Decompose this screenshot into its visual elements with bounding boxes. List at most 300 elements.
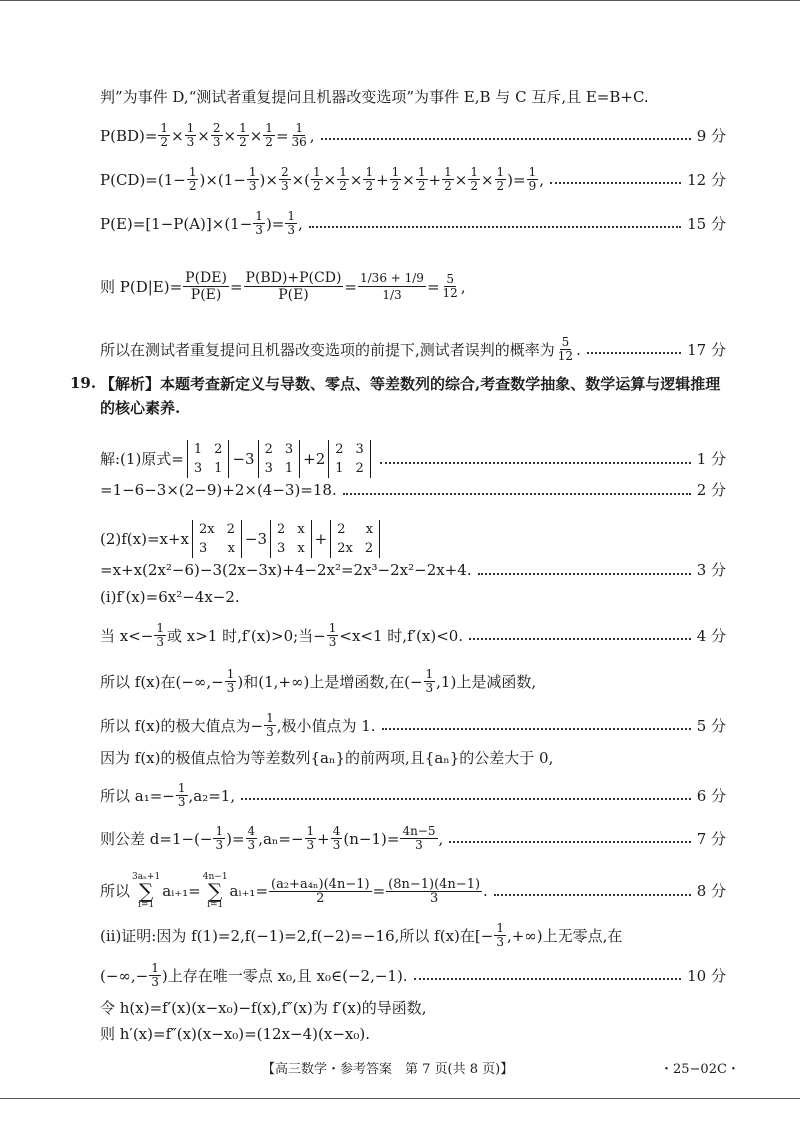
det-cell: 3 (284, 442, 294, 457)
denominator: 3 (226, 681, 235, 695)
numerator: 1 (496, 921, 504, 935)
formula-text: (−∞,− (100, 966, 149, 985)
sum-lower: i=1 (207, 900, 224, 910)
denominator: 3 (151, 975, 159, 989)
numerator: 5 (561, 335, 570, 349)
analysis-tag-cont: 的核心素养. (100, 399, 181, 417)
score-label: 8 分 (696, 882, 726, 900)
denominator: 12 (557, 349, 574, 363)
det-cell: x (227, 541, 235, 556)
formula-text: × (402, 170, 415, 189)
numerator: 1 (186, 121, 195, 135)
proof-text (100, 922, 622, 949)
formula-text: )× (259, 170, 278, 189)
fraction (556, 336, 575, 363)
hx-text: 令 h(x)=f′(x)(x−x₀)−f(x),f″(x)为 f′(x)的导函数, (100, 999, 427, 1017)
formula-text: ×( (291, 170, 310, 189)
fraction (390, 166, 402, 193)
summation-symbol (132, 872, 160, 910)
numerator: 1 (215, 824, 224, 838)
numerator: 1 (528, 165, 537, 179)
formula-text: , (298, 214, 303, 233)
fraction (290, 122, 309, 149)
denominator: 3 (425, 681, 434, 695)
denominator: 3 (186, 135, 195, 149)
fraction (213, 825, 225, 852)
numerator: 1 (160, 121, 169, 135)
numerator: (8n−1)(4n−1) (388, 876, 481, 892)
top-rule (0, 0, 800, 1)
det-row (194, 440, 223, 459)
denominator: 3 (215, 838, 224, 852)
analysis-tag: 【解析】本题考查新定义与导数、零点、等差数列的综合,考查数学抽象、数学运算与逻辑推理 (100, 375, 721, 393)
formula-text: aᵢ₊₁= (229, 882, 269, 900)
numerator: 1 (425, 667, 434, 681)
fraction (158, 122, 170, 149)
formula-text: (n−1)= (343, 829, 400, 848)
numerator: 4 (332, 824, 341, 838)
footer-title: 【高三数学・参考答案 第 7 页(共 8 页)】 (262, 1062, 514, 1077)
score-label: 9 分 (696, 126, 726, 145)
score-label: 15 分 (687, 214, 726, 233)
denominator: 2 (188, 179, 197, 193)
formula-text: ,1)上是减函数, (436, 672, 537, 691)
sign-line (100, 622, 726, 649)
numerator: 1 (255, 209, 263, 223)
fraction (244, 270, 344, 303)
formula-text: , (539, 170, 545, 189)
fraction (337, 166, 349, 193)
det-cell: 2 (335, 442, 344, 457)
fraction (363, 166, 375, 193)
numerator: 1 (287, 209, 295, 223)
denominator: 3 (177, 795, 186, 809)
formula-text: 则 P(D|E)= (100, 277, 183, 296)
determinant (187, 440, 230, 478)
formula-text: + (428, 170, 442, 189)
det-cell: 2 (337, 522, 346, 537)
fraction (183, 270, 229, 303)
dot-leader (550, 181, 681, 184)
det-cell: 2x (199, 522, 215, 537)
determinant (192, 520, 242, 558)
fraction (237, 122, 249, 149)
fraction (527, 166, 539, 193)
numerator: 1 (444, 165, 452, 179)
formula-text: × (349, 170, 363, 189)
denominator: 3 (266, 725, 274, 739)
numerator: 1 (248, 165, 257, 179)
denominator: P(E) (190, 287, 222, 303)
denominator: 2 (239, 135, 247, 149)
denominator: 3 (280, 179, 289, 193)
numerator: 1 (266, 711, 274, 725)
a1-text (100, 782, 235, 809)
denominator: 1/3 (382, 288, 402, 302)
numerator: 1 (226, 667, 235, 681)
score-label: 6 分 (696, 786, 726, 805)
fraction (225, 668, 237, 695)
formula-text: 解:(1)原式= (100, 450, 184, 468)
formula-text: . (576, 340, 581, 359)
det-formula (100, 440, 374, 478)
summation-line (100, 872, 726, 910)
det-cell: 3 (277, 541, 286, 556)
dot-leader (494, 893, 691, 896)
dot-leader (587, 351, 681, 354)
dot-leader (241, 797, 691, 800)
score-label: 4 分 (696, 626, 726, 645)
fraction (246, 825, 258, 852)
formula-text: × (197, 126, 210, 145)
det-cell: 2 (364, 541, 374, 556)
fraction (468, 166, 480, 193)
derivative: (i)f′(x)=6x²−4x−2. (100, 588, 240, 606)
pde-formula (100, 270, 466, 303)
fx-det-formula (100, 520, 383, 558)
sign-analysis (100, 622, 463, 649)
fx-expand-line (100, 560, 726, 580)
det-cell: 2 (226, 522, 235, 537)
det-row (277, 539, 305, 558)
hx-derivative-text: 则 h′(x)=f″(x)(x−x₀)=(12x−4)(x−x₀). (100, 1025, 370, 1043)
formula-text: )上存在唯一零点 x₀,且 x₀∈(−2,−1). (161, 966, 408, 985)
formula-text: ,aₙ=− (258, 829, 304, 848)
denominator: 9 (528, 179, 537, 193)
text-line (100, 87, 726, 107)
formula-text: )和(1,+∞)上是增函数,在(− (237, 672, 423, 691)
denominator: 3 (328, 635, 337, 649)
formula-text: = (229, 277, 243, 296)
fraction (386, 878, 482, 905)
determinant (330, 520, 380, 558)
det-cell: 2 (355, 461, 364, 476)
denominator: 2 (496, 179, 505, 193)
formula-text: × (171, 126, 184, 145)
fraction (285, 210, 297, 237)
pbd-line (100, 122, 726, 149)
common-diff-text (100, 825, 443, 852)
question-header-cont (100, 398, 726, 418)
det-row (337, 520, 373, 539)
extreme-text (100, 712, 376, 739)
extreme-line (100, 712, 726, 739)
det-row (199, 520, 235, 539)
proof-line (100, 922, 726, 949)
fraction (442, 166, 454, 193)
formula-text: +2 (303, 450, 326, 468)
numerator: 1 (156, 621, 165, 635)
formula-text: × (454, 170, 468, 189)
det-cell: x (297, 522, 305, 537)
formula-text: 则公差 d=1−(− (100, 829, 213, 848)
numerator: 1 (306, 824, 315, 838)
fraction (416, 166, 428, 193)
formula-text: 所以 f(x)的极大值点为− (100, 716, 264, 735)
numerator: 4 (247, 824, 256, 838)
sequence-line (100, 748, 726, 768)
formula-text: + (317, 829, 330, 848)
det-cell: 2 (214, 442, 223, 457)
denominator: 3 (248, 179, 257, 193)
denominator: 2 (470, 179, 478, 193)
det-row (265, 459, 294, 478)
denominator: 2 (160, 135, 169, 149)
det-cell: 3 (199, 541, 208, 556)
conclusion-text (100, 336, 581, 363)
summation-text (100, 872, 488, 910)
numerator: 1 (417, 165, 426, 179)
summation-symbol (203, 872, 228, 910)
dot-leader (469, 637, 691, 640)
fraction (494, 922, 506, 949)
det-cell: x (365, 522, 374, 537)
det-row (335, 440, 364, 459)
pcd-line (100, 166, 726, 193)
numerator: 1 (339, 165, 347, 179)
score-label: 17 分 (687, 340, 726, 359)
det-row (277, 520, 305, 539)
fraction (176, 782, 188, 809)
dot-leader (382, 727, 691, 730)
dot-leader (449, 840, 690, 843)
formula-text: 或 x>1 时,f′(x)>0;当− (167, 626, 326, 645)
formula-text: ,+∞)上无零点,在 (506, 926, 623, 945)
fraction (424, 668, 436, 695)
formula-text: , (460, 277, 466, 296)
fraction (441, 273, 460, 300)
denominator: 2 (339, 179, 347, 193)
denominator: 3 (415, 838, 423, 852)
footer-code: ・25−02C・ (660, 1062, 740, 1077)
formula-text: )×(1− (199, 170, 246, 189)
fraction (263, 122, 275, 149)
formula-text: P(BD)= (100, 126, 158, 145)
denominator: 2 (316, 890, 325, 906)
dot-leader (380, 461, 691, 464)
det-row (194, 459, 223, 478)
numerator: 1 (313, 165, 321, 179)
numerator: 2 (212, 121, 221, 135)
bottom-rule (0, 1098, 800, 1099)
det-row (335, 459, 364, 478)
denominator: P(E) (278, 287, 309, 303)
determinant (328, 440, 371, 478)
denominator: 2 (313, 179, 321, 193)
denominator: 2 (444, 179, 452, 193)
denominator: 3 (496, 935, 504, 949)
formula-text: = (426, 277, 440, 296)
numerator: 1 (239, 121, 247, 135)
pbd-formula (100, 122, 315, 149)
formula-text: = (372, 882, 386, 900)
fraction (305, 825, 317, 852)
score-label: 2 分 (696, 481, 726, 499)
denominator: 3 (255, 223, 263, 237)
denominator: 2 (417, 179, 426, 193)
score-label: 10 分 (687, 966, 726, 985)
question-header (100, 374, 726, 394)
fraction (327, 622, 339, 649)
fraction (253, 210, 265, 237)
formula-text: = (344, 277, 357, 296)
formula-text: + (314, 530, 328, 548)
denominator: 3 (287, 223, 295, 237)
numerator: 5 (446, 272, 454, 286)
fraction (247, 166, 259, 193)
fx-det-line (100, 520, 726, 558)
common-diff-line (100, 825, 726, 852)
zero-line (100, 962, 726, 989)
sum-upper: 4n−1 (202, 872, 228, 882)
det-cell: x (297, 541, 305, 556)
dot-leader (478, 572, 691, 575)
numerator: 1/36 + 1/9 (360, 271, 424, 285)
formula-text: aᵢ₊₁= (162, 882, 201, 900)
numerator: 1 (470, 165, 478, 179)
numerator: 1 (177, 781, 186, 795)
fraction (331, 825, 343, 852)
formula-text: P(CD)=(1− (100, 170, 186, 189)
sequence-text: 因为 f(x)的极值点恰为等差数列{aₙ}的前两项,且{aₙ}的公差大于 0, (100, 749, 554, 767)
monotonic-line (100, 668, 726, 695)
dot-leader (343, 492, 691, 495)
formula-text: ,极小值点为 1. (276, 716, 376, 735)
det-cell: 1 (335, 461, 344, 476)
numerator: P(DE) (185, 270, 227, 286)
a1-line (100, 782, 726, 809)
det-cell: 2x (337, 541, 353, 556)
formula-text: 所以 (100, 882, 131, 900)
numerator: 1 (295, 121, 303, 135)
score-label: 3 分 (696, 561, 726, 579)
denominator: 2 (265, 135, 273, 149)
det-line (100, 440, 726, 478)
formula-text: ,a₂=1, (188, 786, 236, 805)
denominator: 12 (442, 286, 458, 300)
formula-text: −3 (232, 450, 255, 468)
event-definition-text: 判”为事件 D,“测试者重复提问且机器改变选项”为事件 E,B 与 C 互斥,且 E=B+C. (100, 88, 649, 106)
formula-text: (ii)证明:因为 f(1)=2,f(−1)=2,f(−2)=−16,所以 f(x)在[− (100, 926, 494, 945)
fraction (185, 122, 197, 149)
formula-text: 所以 a₁=− (100, 786, 175, 805)
formula-text: = (275, 126, 289, 145)
denominator: 36 (291, 135, 307, 149)
numerator: 1 (391, 165, 400, 179)
fx-expand: =x+x(2x²−6)−3(2x−3x)+4−2x²=2x³−2x²−2x+4. (100, 561, 472, 579)
sigma-icon: ∑ (139, 879, 154, 903)
formula-text: <x<1 时,f′(x)<0. (339, 626, 464, 645)
det-cell: 3 (355, 442, 364, 457)
score-label: 7 分 (696, 829, 726, 848)
derivative-line (100, 587, 726, 607)
pe-line (100, 210, 726, 237)
fraction (400, 825, 437, 852)
denominator: 3 (156, 635, 165, 649)
pcd-formula (100, 166, 544, 193)
fraction (495, 166, 507, 193)
compound-fraction (358, 270, 426, 303)
score-label: 12 分 (687, 170, 726, 189)
monotonic-text (100, 668, 536, 695)
fraction (187, 166, 199, 193)
formula-text: × (223, 126, 237, 145)
dot-leader (309, 225, 681, 228)
formula-text: × (323, 170, 337, 189)
dot-leader (414, 977, 682, 980)
pe-formula (100, 210, 303, 237)
det-cell: 1 (193, 442, 203, 457)
det-row (337, 539, 373, 558)
sum-upper: 3aₙ+1 (132, 872, 161, 882)
formula-text: × (249, 126, 263, 145)
formula-text: (2)f(x)=x+x (100, 530, 190, 548)
det-result-line (100, 480, 726, 500)
denominator: 3 (212, 135, 221, 149)
det-cell: 3 (264, 461, 273, 476)
formula-text: )= (507, 170, 526, 189)
formula-text: P(E)=[1−P(A)]×(1− (100, 214, 253, 233)
fraction (149, 962, 161, 989)
det-result: =1−6−3×(2−9)+2×(4−3)=18. (100, 481, 337, 499)
denominator: 2 (391, 179, 400, 193)
hx-derivative-line (100, 1024, 726, 1044)
denominator: 3 (429, 890, 439, 906)
formula-text: . (483, 882, 488, 900)
numerator: 1 (328, 621, 337, 635)
formula-text: 所以在测试者重复提问且机器改变选项的前提下,测试者误判的概率为 (100, 340, 555, 359)
det-cell: 1 (284, 461, 294, 476)
formula-text: −3 (244, 530, 268, 548)
formula-text: + (376, 170, 389, 189)
det-cell: 1 (214, 461, 223, 476)
zero-text (100, 962, 408, 989)
conclusion-line (100, 336, 726, 363)
det-cell: 2 (264, 442, 273, 457)
numerator: 2 (280, 165, 289, 179)
fraction (211, 122, 223, 149)
det-row (199, 539, 235, 558)
fraction (154, 622, 166, 649)
formula-text: , (309, 126, 315, 145)
numerator: 1 (365, 165, 374, 179)
fraction (311, 166, 323, 193)
numerator: 1 (188, 165, 197, 179)
formula-text: )= (265, 214, 285, 233)
denominator: 3 (332, 838, 341, 852)
formula-text: 当 x<− (100, 626, 154, 645)
formula-text: × (480, 170, 494, 189)
numerator: P(BD)+P(CD) (245, 270, 342, 286)
numerator: 1 (265, 121, 273, 135)
dot-leader (321, 137, 691, 140)
determinant (270, 520, 312, 558)
numerator: 1 (496, 165, 505, 179)
denominator: 3 (306, 838, 315, 852)
det-cell: 2 (277, 522, 286, 537)
formula-text: , (438, 829, 444, 848)
denominator: 2 (365, 179, 374, 193)
det-row (265, 440, 294, 459)
numerator: 4n−5 (402, 824, 436, 838)
question-number: 19. (70, 374, 97, 392)
fraction (279, 166, 291, 193)
fraction (269, 878, 372, 905)
det-cell: 3 (193, 461, 203, 476)
score-label: 1 分 (696, 450, 726, 468)
score-label: 5 分 (696, 716, 726, 735)
formula-text: 所以 f(x)在(−∞,− (100, 672, 224, 691)
